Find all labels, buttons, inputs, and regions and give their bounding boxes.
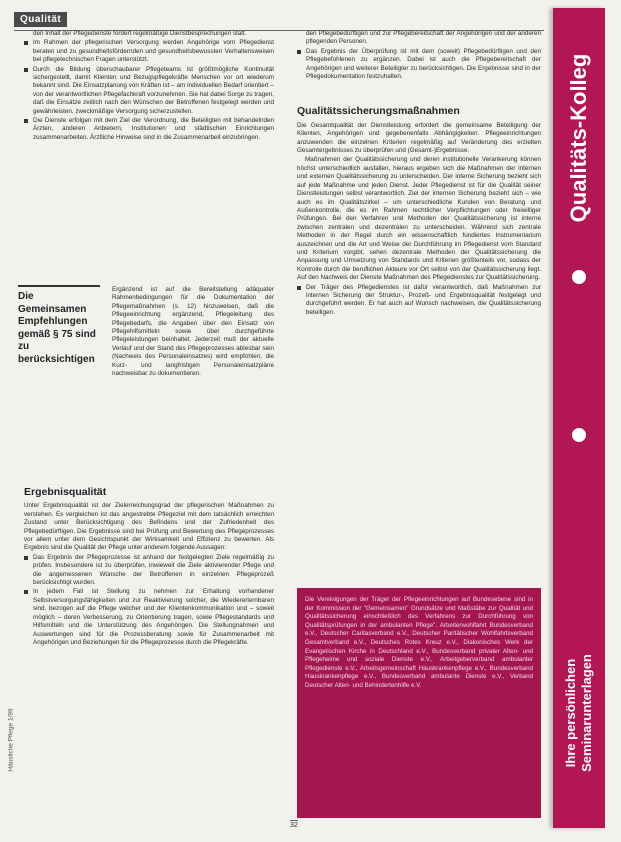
bullet-item: Das Ergebnis der Pflegeprozesse ist anhand der festgelegten Ziele regelmäßig zu prüfen. Insbesondere ist zu überprüfen, inwieweit die Ziele aktivierender Pflege und die angemessenen Wünsche der Betroffenen in einzelnen Pflegeprozeß berücksichtigt wurden. [24,554,274,588]
paragraph: den Pflegebedürftigen und zur Pflegebereitschaft der Angehörigen und der anderen pflegenden Personen. [306,30,541,46]
left-column [24,30,274,143]
sidebar-heading: Die Gemeinsamen Empfehlungen gemäß § 75 sind zu berücksichtigen [18,285,100,366]
tab-subtitle [563,654,595,772]
paragraph: Die Gesamtqualität der Dienstleistung erfordert die gemeinsame Beteiligung der Klienten, Angehörigen und gegebenenfalls Abhängigkeiten. Pflegeeinrichtungen anzuwenden die einzelnen Kriterien regelmäßig auf Veränderung des erzielten Gesamtergebnisses zu überprüfen und (Gesamt-)Ergebnisse. [297,121,541,155]
section-header [14,12,544,28]
tab-subtitle-line1: Ihre persönlichen [563,658,578,768]
bullet-item: Der Träger des Pflegedienstes ist dafür verantwortlich, daß Maßnahmen zur internen Sicherung der Struktur-, Prozeß- und Ergebnisqualität festgelegt und durchgeführt werden. Er hat auch auf Wunsch nachweisen, die Qualitätssicherung beteiligen. [297,284,541,318]
section-heading-qs: Qualitätssicherungsmaßnahmen [297,105,460,118]
bullet-item: In jedem Fall ist Stellung zu nehmen zur Erhaltung vorhandener Selbstversorgungsfähigkeiten und zur Reaktivierung solcher, die Wiedererlernbaren sind, bezogen auf die Pflege welcher und der Klientenkommunikation und – soweit möglich – deren Verbesserung, zu Orientierung tragen, sowie Pflegestandards und Hilfsmitteln und die Unterstützung des Angehörigen. Die Stellungnahmen und Auswertungen sind für die Prozessberatung sowie für Zusammenarbeit mit Angehörigen und Beziehungen für die Pflegeprozesse durch die Pflegekräfte. [24,588,274,647]
bullet-item: Das Ergebnis der Überprüfung ist mit dem (soweit) Pflegebedürftigen und den Pflegebefohlenen zu ergänzen. Dabei ist auch die Pflegebereitschaft der Angehörigen und weiterer Beteiligter zu berücksichtigen. Die Ergebnisse sind in der Pflegedokumentation festzuhalten. [297,48,541,82]
paragraph: Maßnahmen der Qualitätssicherung und deren institutionelle Verankerung können höchst unterschiedlich ausfallen, hieraus ergeben sich die Maßnahmen der internen und externen Qualitätssicherung zu unterscheiden. Der interne Sicherung bezieht sich auf jede Maßnahme und jeden Dienst. Jeder Pflegedienst ist für die Qualität seiner Dienstleistungen selbst verantwortlich. Ziel der internen Sicherung bezieht sich – wie auch es im Qualitätszirkel – um unterschiedliche Kunden von Beratung und Außenkontrolle, die es im Rahmen rechtlicher Verpflichtungen oder freiwilliger Prüfungen. Bei den Verfahren und Methoden der Qualitätssicherung ist interne zwischen zentralen und dezentralen zu unterscheiden. Während sich zentrale Methoden in der Regel durch ein wissenschaftlich fundiertes Instrumentarium auszeichnen und die Art und Weise der Durchführung im Pflegedienst vom Standard und Kriterium vorgibt, sehen dezentrale Methoden der Qualitätssicherung die Anpassung und Umsetzung von Standards und Kriterien größtenteils vor, sodass der Kontrolle durch die beruflichen Akteure vor Ort selbst von der Qualitätssicherung liegt. Auf den Nachweis der Dienste Maßnahmen des Pflegedienstes zur Qualitätssicherung. [297,156,541,282]
credit-line [4,660,18,820]
tab-title-wrap [557,28,601,248]
page-number: 32 [290,822,298,829]
section-heading-ergebnis: Ergebnisqualität [24,486,107,498]
paragraph: Unter Ergebnisqualität ist der Zielerreichungsgrad der pflegerischen Maßnahmen zu verstehen. Es vergleichen ist das angestrebte Pflegeziel mit dem tatsächlich erreichten Zustand unter Berücksichtigung des Befindens und der Zufriedenheit des Pflegebedürftigen. Die Ergebnisse sind bei Prüfung und Bewertung des Pflegeprozesses vor allem unter dem Gesichtspunkt der Wirksamkeit und Effizienz zu bewerten. Als Ergebnis sind die Qualität der Pflege unter anderem folgende Aussagen: [24,502,274,552]
beside-sidebar-text [112,286,274,379]
paragraph: Ergänzend ist auf die Bereitstellung adäquater Rahmenbedingungen für die Dokumentation der Pflegemaßnahmen (s. 12) hinzuweisen, daß die Pflegeeinrichtung ergänzend, Pflegeleitung des Pflegebedarfs, die Angaben über den Einsatz von Pflegehilfsmitteln sowie über durchgeführte Pflegeleistungen beinhaltet. Jederzeit muß der aktuelle Verlauf und der Stand des Pflegeprozesses ablesbar sein (Nachweis des Personaleinsatzes) wird empfohlen, die Kurz- und langfristigen Personaleinsatzpläne nachweisbar zu dokumentieren. [112,286,274,378]
side-tab [553,8,605,828]
ergebnis-section [24,480,274,648]
info-box: Die Vereinigungen der Träger der Pflegeeinrichtungen auf Bundesebene sind in der Kommission der "Gemeinsamen" Grundsätze und Maßstäbe zur Qualität und Qualitätssicherung einschließlich des Verfahrens zur Durchführung von Qualitätsprüfungen in der ambulanten Pflege". Arbeiterwohlfahrt Bundesverband e.V., Deutscher Caritasverband e.V., Deutscher Paritätischer Wohlfahrtsverband Gesamtverband e.V., Deutsches Rotes Kreuz e.V., Diakonisches Werk der Evangelischen Kirche in Deutschland e.V., Bundesverband privater Alten- und Pflegeheime und soziale Dienste e.V., Arbeitgeberverband ambulanter Pflegedienste e.V., Arbeitsgemeinschaft Hauskrankenpflege e.V., Bundesverband Hauskrankenpflege e.V., Bundesverband ambulante Dienste e.V., Verband Deutscher Alten- und Behindertenhilfe e.V. [297,588,541,818]
paragraph: den Inhalt der Pflegedienste fordert regelmäßige Dienstbesprechungen statt. [33,30,247,37]
bullet-dot-icon [572,270,586,284]
tab-subtitle-wrap [557,608,601,818]
bullet-item: Die Dienste erfolgen mit dem Ziel der Verordnung, die Beteiligten mit behandelnden Ärzten, anderen Anbietern, Institutionen und städtischen Einrichtungen zusammenarbeiten. Ärztliche Hinweise sind in die Zusammenarbeit einzubringen. [24,117,274,142]
tab-title: Qualitäts-Kolleg [566,53,591,223]
credit-text: Häusliche Pflege 1/99 [7,708,15,772]
tab-subtitle-line2: Seminarunterlagen [579,654,594,772]
right-column [297,30,541,318]
bullet-dot-icon [572,428,586,442]
bullet-item: Durch die Bildung überschaubarer Pflegeteams ist größtmögliche Kontinuität sichergestellt, damit Klienten und Bezugspflegekräfte Menschen vor ort wiederum bekannt sind. Die Einsatzplanung von Kräften ist – am individuellen Bedarf orientiert – von der verantwortlichen Pflegefachkraft vorzunehmen. Sie hat dabei Sorge zu tragen, daß die Einsätze zeitlich nach den Wünschen der Betroffenen festgelegt werden und gewährleisten, zweckmäßige Versorgung sicherzustellen. [24,66,274,116]
bullet-item: Im Rahmen der pflegerischen Versorgung werden Angehörige vom Pflegedienst beraten und zu gesundheitsfördernden und gesundheitsbewussten Verhaltensweisen bei pflegetechnischen Fragen unterstützt. [24,39,274,64]
section-label: Qualität [14,12,67,27]
